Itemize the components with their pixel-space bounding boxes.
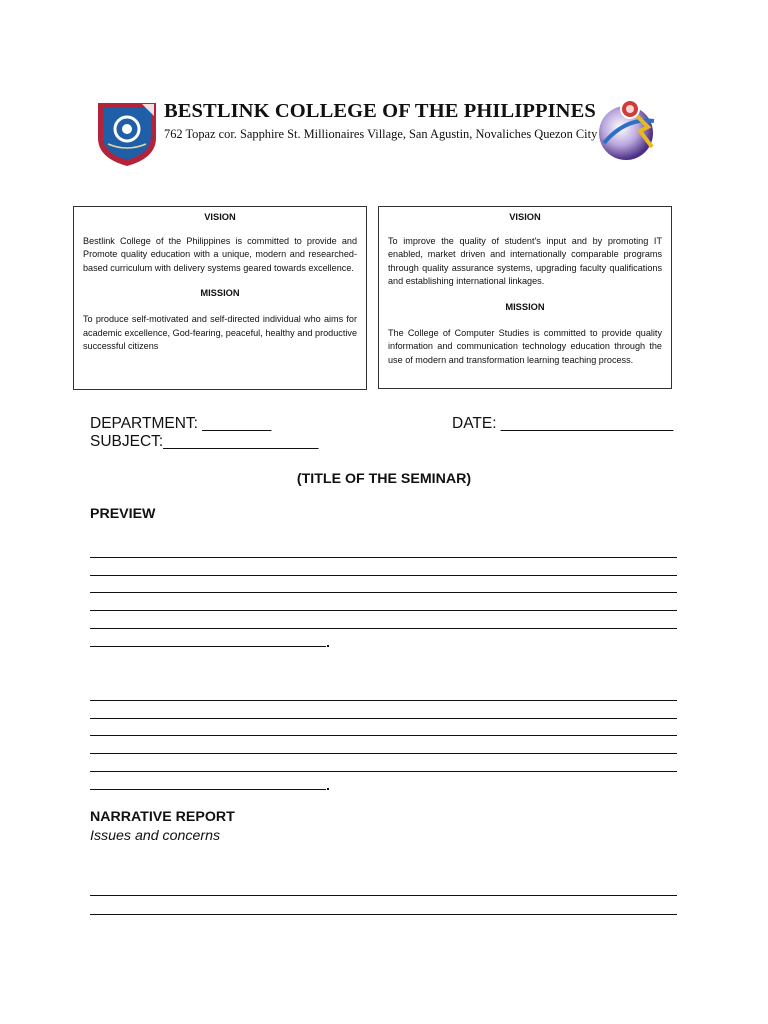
department-field: DEPARTMENT: ________ bbox=[90, 415, 272, 432]
school-address: 762 Topaz cor. Sapphire St. Millionaires Village, San Agustin, Novaliches Quezon City bbox=[164, 127, 598, 141]
writing-line bbox=[90, 771, 677, 772]
seminar-title: (TITLE OF THE SEMINAR) bbox=[296, 471, 472, 487]
narrative-subtitle: Issues and concerns bbox=[90, 828, 221, 844]
period-mark bbox=[327, 788, 329, 790]
writing-line bbox=[90, 610, 677, 611]
right-vision-mission-box bbox=[378, 206, 672, 389]
writing-line bbox=[90, 628, 677, 629]
period-mark bbox=[327, 645, 329, 647]
mission-heading: MISSION bbox=[200, 288, 240, 299]
writing-line bbox=[90, 718, 677, 719]
mission-heading: MISSION bbox=[505, 301, 545, 312]
department-globe-logo bbox=[596, 97, 660, 163]
vision-text: Bestlink College of the Philippines is committed to provide and Promote quality education with a unique, modern and researched-based curriculum with delivery systems geared towards excellence. bbox=[83, 235, 357, 273]
vision-text: To improve the quality of student's input and by promoting IT enabled, market driven and internationally comparable programs through quality assurance systems, upgrading faculty qualifications and establishing international linkages. bbox=[388, 235, 662, 287]
writing-line bbox=[90, 575, 677, 576]
writing-line bbox=[90, 592, 677, 593]
writing-line bbox=[90, 646, 326, 647]
writing-line bbox=[90, 557, 677, 558]
writing-line bbox=[90, 914, 677, 915]
mission-text: To produce self-motivated and self-directed individual who aims for academic excellence, God-fearing, peaceful, healthy and productive successful citizens bbox=[83, 313, 357, 352]
vision-heading: VISION bbox=[204, 212, 236, 222]
date-field: DATE: ____________________ bbox=[452, 415, 674, 432]
college-seal-logo bbox=[96, 100, 158, 168]
left-vision-mission-box bbox=[73, 206, 367, 390]
school-name: BESTLINK COLLEGE OF THE PHILIPPINES bbox=[164, 100, 596, 122]
preview-heading: PREVIEW bbox=[90, 506, 156, 522]
writing-line bbox=[90, 700, 677, 701]
writing-line bbox=[90, 789, 326, 790]
subject-field: SUBJECT:__________________ bbox=[90, 433, 319, 450]
narrative-report-heading: NARRATIVE REPORT bbox=[90, 809, 235, 825]
mission-text: The College of Computer Studies is committed to provide quality information and communication technology education through the use of modern and transformation learning teaching process. bbox=[388, 327, 662, 365]
vision-heading: VISION bbox=[509, 212, 541, 222]
writing-line bbox=[90, 735, 677, 736]
writing-line bbox=[90, 895, 677, 896]
writing-line bbox=[90, 753, 677, 754]
